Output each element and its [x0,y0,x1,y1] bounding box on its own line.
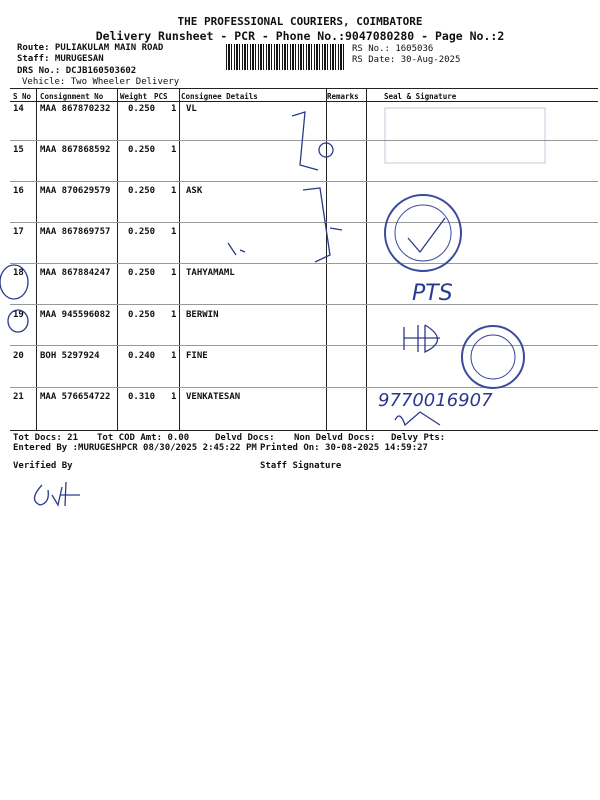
rs-number: RS No.: 1605036 [352,44,434,54]
row-sno: 21 [13,392,24,402]
row-consignment: MAA 867869757 [40,227,111,237]
row-sno: 16 [13,186,24,196]
row-weight: 0.250 [128,186,156,196]
row-consignment: MAA 945596082 [40,310,111,320]
entered-by: Entered By :MURUGESHPCR 08/30/2025 2:45:22 PM [13,443,257,453]
row-pcs: 1 [171,392,177,402]
row-consignment: MAA 870629579 [40,186,111,196]
printed-on: Printed On: 30-08-2025 14:59:27 [260,443,428,453]
header-remarks: Remarks [327,92,359,101]
row-consignee: BERWIN [186,310,219,320]
signature-scribble [395,412,440,425]
row-weight: 0.310 [128,392,156,402]
seal-signature [408,218,445,252]
row-pcs: 1 [171,186,177,196]
tick-mark [319,143,333,157]
tick-mark [228,243,245,255]
pts-handwriting: PTS [412,281,453,306]
row-sno: 15 [13,145,24,155]
verified-by: Verified By [13,461,73,471]
round-seal [395,205,451,261]
row-consignment: MAA 867870232 [40,104,111,114]
hd-handwriting [404,325,440,352]
verified-signature [34,482,80,506]
route-label: Route: PULIAKULAM MAIN ROAD [17,43,164,53]
row-sno: 19 [13,310,24,320]
row-consignment: BOH 5297924 [40,351,100,361]
row-consignee: VL [186,104,197,114]
company-stamp [385,108,545,163]
delivered-docs: Delvd Docs: [215,433,275,443]
row-consignment: MAA 576654722 [40,392,111,402]
row-consignee: VENKATESAN [186,392,241,402]
round-seal [385,195,461,271]
header-weight: Weight [120,92,148,101]
tick-mark [292,112,318,170]
row-pcs: 1 [171,104,177,114]
row-weight: 0.250 [128,310,156,320]
header-sno: S No [13,92,32,101]
staff-label: Staff: MURUGESAN [17,54,104,64]
row-consignee: FINE [186,351,208,361]
runsheet-subtitle: Delivery Runsheet - PCR - Phone No.:9047080280 - Page No.:2 [95,29,505,43]
row-consignment: MAA 867868592 [40,145,111,155]
drs-label: DRS No.: DCJB160503602 [17,66,137,76]
row-weight: 0.250 [128,104,156,114]
rs-date: RS Date: 30-Aug-2025 [352,55,461,65]
circle-mark [0,265,28,299]
row-sno: 20 [13,351,24,361]
header-consignee: Consignee Details [181,92,258,101]
staff-signature: Staff Signature [260,461,342,471]
header-seal: Seal & Signature [384,92,457,101]
row-consignee: TAHYAMAML [186,268,235,278]
total-cod: Tot COD Amt: 0.00 [97,433,190,443]
non-delivered-docs: Non Delvd Docs: [294,433,376,443]
company-title: THE PROFESSIONAL COURIERS, COIMBATORE [177,15,423,28]
row-consignment: MAA 867884247 [40,268,111,278]
row-sno: 18 [13,268,24,278]
row-pcs: 1 [171,227,177,237]
round-seal [471,335,515,379]
circle-mark [8,310,28,332]
tick-mark [330,228,342,230]
row-weight: 0.250 [128,227,156,237]
vehicle-label: Vehicle: Two Wheeler Delivery [22,77,180,87]
header-consignment: Consignment No [40,92,104,101]
phone-handwriting: 9770016907 [378,390,493,411]
row-pcs: 1 [171,145,177,155]
row-weight: 0.250 [128,145,156,155]
row-sno: 17 [13,227,24,237]
total-docs: Tot Docs: 21 [13,433,79,443]
row-pcs: 1 [171,268,177,278]
row-weight: 0.250 [128,268,156,278]
row-pcs: 1 [171,351,177,361]
row-consignee: ASK [186,186,203,196]
row-sno: 14 [13,104,24,114]
delivery-points: Delvy Pts: [391,433,446,443]
row-pcs: 1 [171,310,177,320]
tick-mark [303,188,330,262]
row-weight: 0.240 [128,351,156,361]
header-pcs: PCS [154,92,168,101]
